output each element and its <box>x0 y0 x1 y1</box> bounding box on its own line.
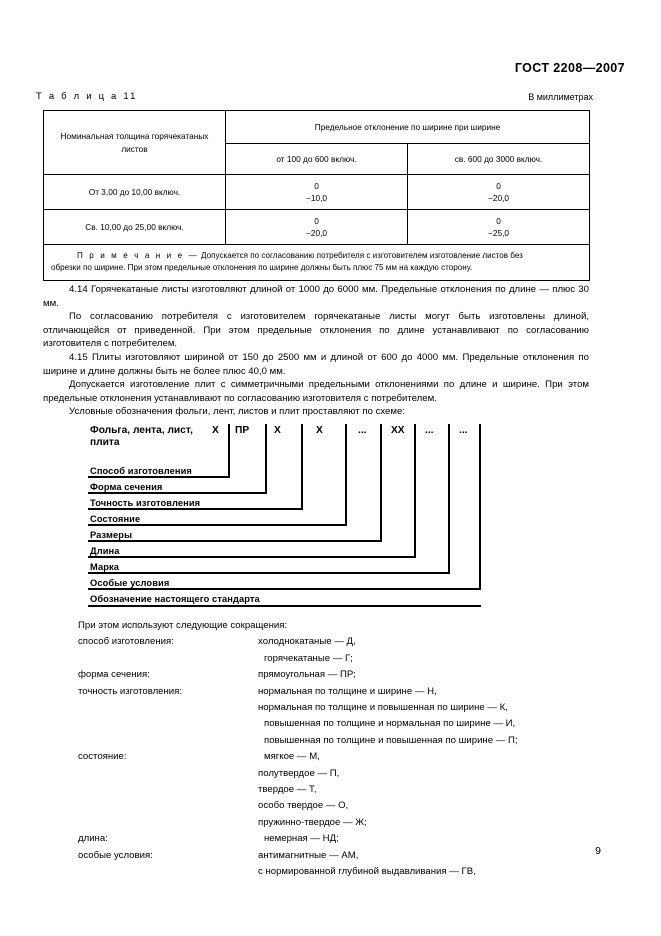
dev-lower: −25,0 <box>488 228 509 238</box>
dev-upper: 0 <box>314 180 319 191</box>
schema-leader <box>380 424 382 540</box>
paragraph-4-14 <box>43 283 589 310</box>
schema-symbol-7: ... <box>459 425 468 436</box>
abbr-definition: нормальная по толщине и ширине — Н, <box>258 685 437 697</box>
schema-underline <box>88 605 481 607</box>
paragraph-text: 4.15 Плиты изготовляют шириной от 150 до 2500 мм и длиной от 600 до 4000 мм. Предельные отклонения по ширине и длине должны быть не более плюс 40,0 мм. <box>43 352 589 377</box>
abbr-definition: прямоугольная — ПР; <box>258 669 356 681</box>
abbr-definition: антимагнитные — АМ, <box>258 849 359 861</box>
abbreviations-lead: При этом используют следующие сокращения: <box>78 620 288 631</box>
header-width-deviation: Предельное отклонение по ширине при ширине <box>226 111 590 144</box>
schema-symbol-1: ПР <box>235 425 250 436</box>
schema-base-line2: плита <box>90 436 120 448</box>
cell-deviation-2 <box>408 210 590 245</box>
cell-deviation-1 <box>226 175 408 210</box>
standard-designation: ГОСТ 2208—2007 <box>514 61 625 75</box>
schema-underline <box>88 476 230 478</box>
schema-symbol-5: ХХ <box>391 425 405 436</box>
schema-label-sposob: Способ изготовления <box>90 466 192 476</box>
schema-label-sostoyanie: Состояние <box>90 514 141 524</box>
abbr-term: особые условия: <box>78 849 153 861</box>
header-thickness: Номинальная толщина горячекатаных листов <box>44 111 226 175</box>
abbr-definition: повышенная по толщине и повышенная по ширине — П; <box>264 734 518 746</box>
dev-upper: 0 <box>496 180 501 191</box>
table-caption: Т а б л и ц а 11 <box>36 91 138 102</box>
note-text-2: обрезки по ширине. При этом предельные отклонения по ширине должны быть плюс 75 мм на каждую сторону. <box>51 263 473 273</box>
abbr-term: состояние: <box>78 751 127 763</box>
dev-lower: −10,0 <box>306 193 327 203</box>
paragraph-4-15-c <box>43 405 589 419</box>
paragraph-text: По согласованию потребителя с изготовителем горячекатаные листы могут быть изготовлены длиной, отличающейся от приведенной. При этом предельные отклонения по длине устанавливают по согласованию изготовителя с потребителем. <box>43 311 589 350</box>
table-row <box>44 210 590 245</box>
paragraph-4-15-b <box>43 378 589 405</box>
paragraph-4-14-b <box>43 310 589 351</box>
schema-label-marka: Марка <box>90 562 120 572</box>
designation-schema <box>88 424 480 614</box>
abbr-definition: горячекатаные — Г; <box>264 652 353 664</box>
dev-lower: −20,0 <box>306 228 327 238</box>
schema-leader <box>345 424 347 524</box>
schema-underline <box>88 588 481 590</box>
table-header-row <box>44 111 590 144</box>
schema-leader <box>414 424 416 556</box>
abbr-definitions <box>258 684 598 750</box>
abbr-term: форма сечения: <box>78 669 150 681</box>
paragraph-text: 4.14 Горячекатаные листы изготовляют длиной от 1000 до 6000 мм. Предельные отклонения по длине — плюс 30 мм. <box>43 284 589 309</box>
schema-label-dlina: Длина <box>90 546 120 556</box>
schema-label-razmery: Размеры <box>90 530 133 540</box>
abbr-definition: с нормированной глубиной выдавливания — ГВ, <box>258 866 476 878</box>
dev-lower: −20,0 <box>488 193 509 203</box>
schema-underline <box>88 492 267 494</box>
table-note-row <box>44 245 590 281</box>
schema-leader <box>228 424 230 476</box>
page-number: 9 <box>595 845 601 857</box>
abbreviation-group <box>78 749 598 831</box>
cell-deviation-2 <box>408 175 590 210</box>
abbr-definitions <box>258 749 598 831</box>
schema-label-tochnost: Точность изготовления <box>90 498 201 508</box>
schema-symbol-3: Х <box>316 425 323 436</box>
schema-underline <box>88 540 382 542</box>
schema-symbol-4: ... <box>358 425 367 436</box>
schema-leader <box>301 424 303 508</box>
abbreviation-group <box>78 684 598 750</box>
abbr-definitions <box>258 634 598 667</box>
schema-label-forma: Форма сечения <box>90 482 163 492</box>
schema-symbol-2: Х <box>274 425 281 436</box>
abbr-term: точность изготовления: <box>78 685 183 697</box>
abbr-term: длина: <box>78 833 108 845</box>
schema-label-usloviya: Особые условия <box>90 578 170 588</box>
note-label: П р и м е ч а н и е — <box>77 251 199 260</box>
dev-upper: 0 <box>496 215 501 226</box>
paragraph-text: Условные обозначения фольги, лент, листов и плит проставляют по схеме: <box>69 406 405 417</box>
note-text-1: Допускается по согласованию потребителя с изготовителем изготовление листов без <box>198 251 523 260</box>
abbr-definition: повышенная по толщине и нормальная по ширине — И, <box>264 718 516 730</box>
table-11 <box>43 110 590 281</box>
abbr-definition: твердое — Т, <box>258 784 317 796</box>
abbreviation-group <box>78 634 598 667</box>
abbr-definition: полутвердое — П, <box>258 767 340 779</box>
schema-underline <box>88 556 416 558</box>
abbr-term: способ изготовления: <box>78 636 174 648</box>
schema-underline <box>88 572 450 574</box>
abbr-definition: нормальная по толщине и повышенная по ширине — К, <box>258 702 508 714</box>
schema-symbol-6: ... <box>425 425 434 436</box>
table-row <box>44 175 590 210</box>
cell-deviation-1 <box>226 210 408 245</box>
schema-leader <box>479 424 481 588</box>
schema-underline <box>88 508 303 510</box>
schema-leader <box>265 424 267 492</box>
units-note: В миллиметрах <box>528 92 593 102</box>
abbr-definition: холоднокатаные — Д, <box>258 636 356 648</box>
schema-leader <box>448 424 450 572</box>
table-note <box>44 245 590 281</box>
abbr-definition: немерная — НД; <box>264 833 339 845</box>
cell-thickness: Св. 10,00 до 25,00 включ. <box>44 210 226 245</box>
abbreviation-group <box>78 667 598 683</box>
subheader-range-2: св. 600 до 3000 включ. <box>408 144 590 175</box>
abbr-definition: мягкое — М, <box>264 751 320 763</box>
schema-base-line1: Фольга, лента, лист, <box>90 425 193 436</box>
schema-symbol-0: Х <box>212 425 219 436</box>
schema-underline <box>88 524 347 526</box>
dev-upper: 0 <box>314 215 319 226</box>
subheader-range-1: от 100 до 600 включ. <box>226 144 408 175</box>
paragraph-4-15 <box>43 351 589 378</box>
paragraph-text: Допускается изготовление плит с симметричными предельными отклонениями по длине и ширине. При этом предельные отклонения устанавливают по согласованию изготовителя с потребителем. <box>43 379 589 404</box>
schema-label-oboznachenie: Обозначение настоящего стандарта <box>90 594 260 604</box>
cell-thickness: От 3,00 до 10,00 включ. <box>44 175 226 210</box>
abbr-definition: пружинно-твердое — Ж; <box>258 816 367 828</box>
abbr-definition: особо твердое — О, <box>258 800 349 812</box>
schema-base-label <box>90 425 193 448</box>
abbreviations-section <box>78 618 598 881</box>
abbr-definitions <box>258 667 598 683</box>
